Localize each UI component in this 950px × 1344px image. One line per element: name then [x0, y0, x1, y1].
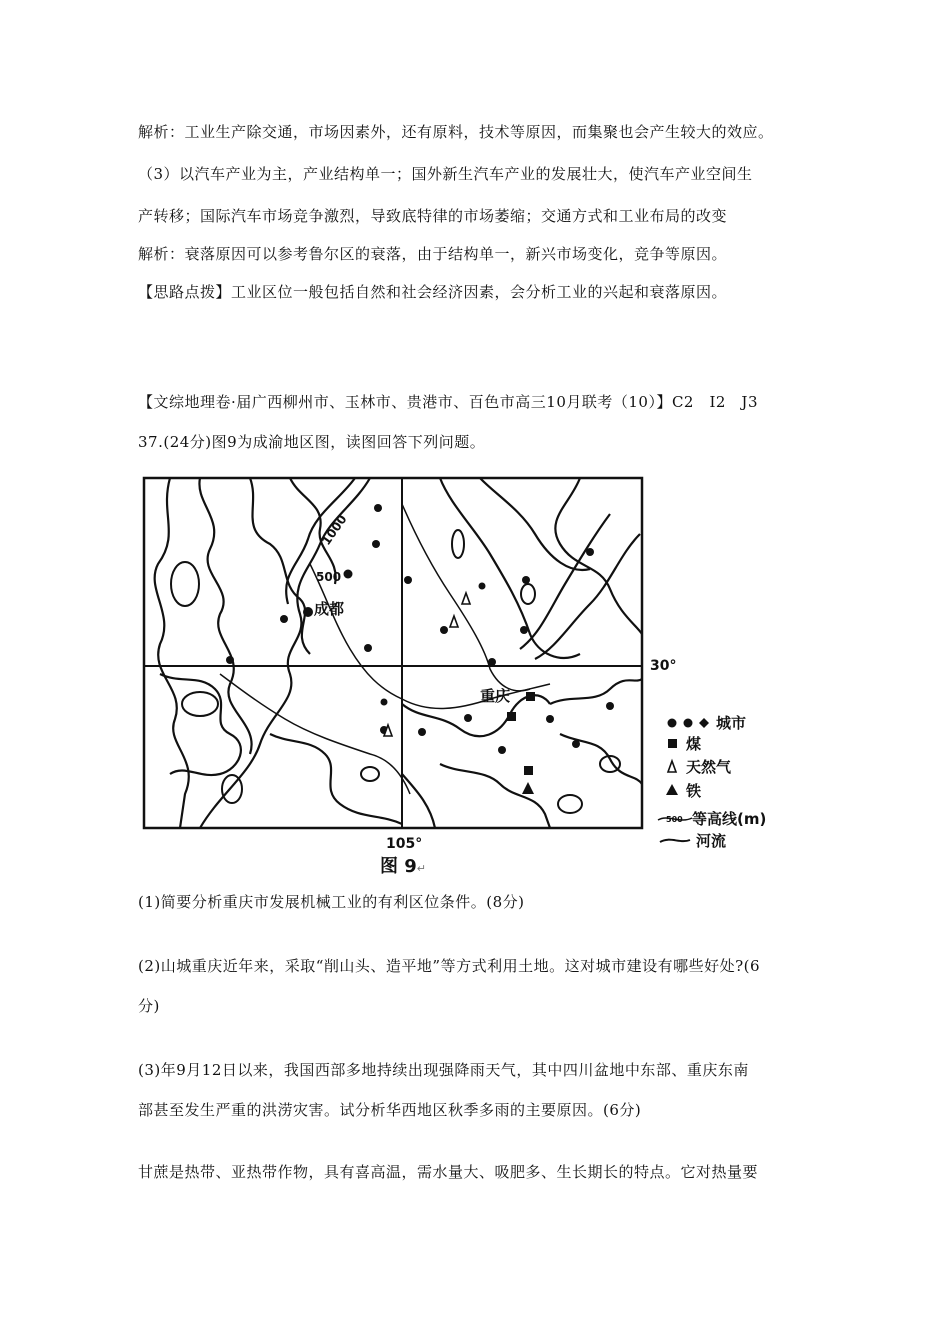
latitude-label: 30° — [650, 658, 677, 674]
analysis-decline-line: 解析：衰落原因可以参考鲁尔区的衰落，由于结构单一，新兴市场变化，竞争等原因。 — [138, 245, 728, 263]
city-marker — [226, 656, 234, 664]
iron-marker — [522, 782, 534, 794]
hint-line: 【思路点拨】工业区位一般包括自然和社会经济因素，会分析工业的兴起和衰落原因。 — [138, 283, 728, 301]
city-marker — [479, 583, 486, 590]
city-marker — [572, 740, 580, 748]
question-1: (1)简要分析重庆市发展机械工业的有利区位条件。(8分) — [138, 893, 525, 911]
city-marker — [522, 576, 530, 584]
legend-river: 河流 — [696, 832, 727, 850]
question-37-title: 37.(24分)图9为成渝地区图，读图回答下列问题。 — [138, 433, 486, 451]
figure-caption — [380, 852, 426, 878]
question-3-line-2: 部甚至发生严重的洪涝灾害。试分析华西地区秋季多雨的主要原因。(6分) — [138, 1101, 642, 1119]
answer-3-line-1: （3）以汽车产业为主，产业结构单一；国外新生汽车产业的发展壮大，使汽车产业空间生 — [138, 165, 753, 183]
legend-gas: 天然气 — [686, 758, 732, 776]
city-marker — [372, 540, 380, 548]
city-marker-chengdu — [303, 607, 313, 617]
legend-iron: 铁 — [686, 782, 702, 800]
contour-label-500: 500 — [316, 570, 342, 584]
question-2-line-2: 分) — [138, 997, 160, 1015]
coal-marker — [526, 692, 535, 701]
legend-city: 城市 — [716, 714, 747, 732]
chongqing-label: 重庆 — [480, 687, 511, 705]
city-marker — [586, 548, 594, 556]
gas-marker — [450, 616, 458, 627]
city-marker — [344, 570, 353, 579]
question-3-line-1: (3)年9月12日以来，我国西部多地持续出现强降雨天气，其中四川盆地中东部、重庆东南 — [138, 1061, 749, 1079]
legend-contour: 等高线(m) — [692, 810, 767, 828]
map-legend — [658, 714, 766, 850]
chengdu-label: 成都 — [314, 600, 345, 618]
figure-9-map — [140, 474, 780, 874]
answer-3-line-2: 产转移；国际汽车市场竞争激烈，导致底特律的市场萎缩；交通方式和工业布局的改变 — [138, 207, 728, 225]
city-marker — [520, 626, 528, 634]
city-marker — [606, 702, 614, 710]
gas-marker — [462, 593, 470, 604]
longitude-label: 105° — [386, 836, 423, 852]
source-header: 【文综地理卷·届广西柳州市、玉林市、贵港市、百色市高三10月联考（10）】C2 I2 J3 — [138, 393, 758, 411]
sugarcane-paragraph: 甘蔗是热带、亚热带作物，具有喜高温，需水量大、吸肥多、生长期长的特点。它对热量要 — [138, 1163, 759, 1181]
coal-marker — [507, 712, 516, 721]
question-2-line-1: (2)山城重庆近年来，采取“削山头、造平地”等方式利用土地。这对城市建设有哪些好处?(6 — [138, 957, 761, 975]
city-marker — [546, 715, 554, 723]
city-marker — [381, 699, 388, 706]
coal-marker — [524, 766, 533, 775]
city-marker — [488, 658, 496, 666]
city-marker — [374, 504, 382, 512]
city-marker — [418, 728, 426, 736]
city-marker — [440, 626, 448, 634]
city-marker — [498, 746, 506, 754]
legend-contour-sample: 500 — [666, 815, 683, 824]
city-marker — [280, 615, 288, 623]
paragraph-mark: ↵ — [416, 862, 427, 875]
contour-label-1000: 1000 — [318, 512, 350, 548]
city-marker — [404, 576, 412, 584]
figure-caption-text: 图 9 — [380, 856, 417, 877]
answer-analysis-line: 解析：工业生产除交通，市场因素外，还有原料，技术等原因，而集聚也会产生较大的效应。 — [138, 123, 774, 141]
legend-coal: 煤 — [686, 735, 702, 753]
city-marker — [464, 714, 472, 722]
city-marker — [364, 644, 372, 652]
